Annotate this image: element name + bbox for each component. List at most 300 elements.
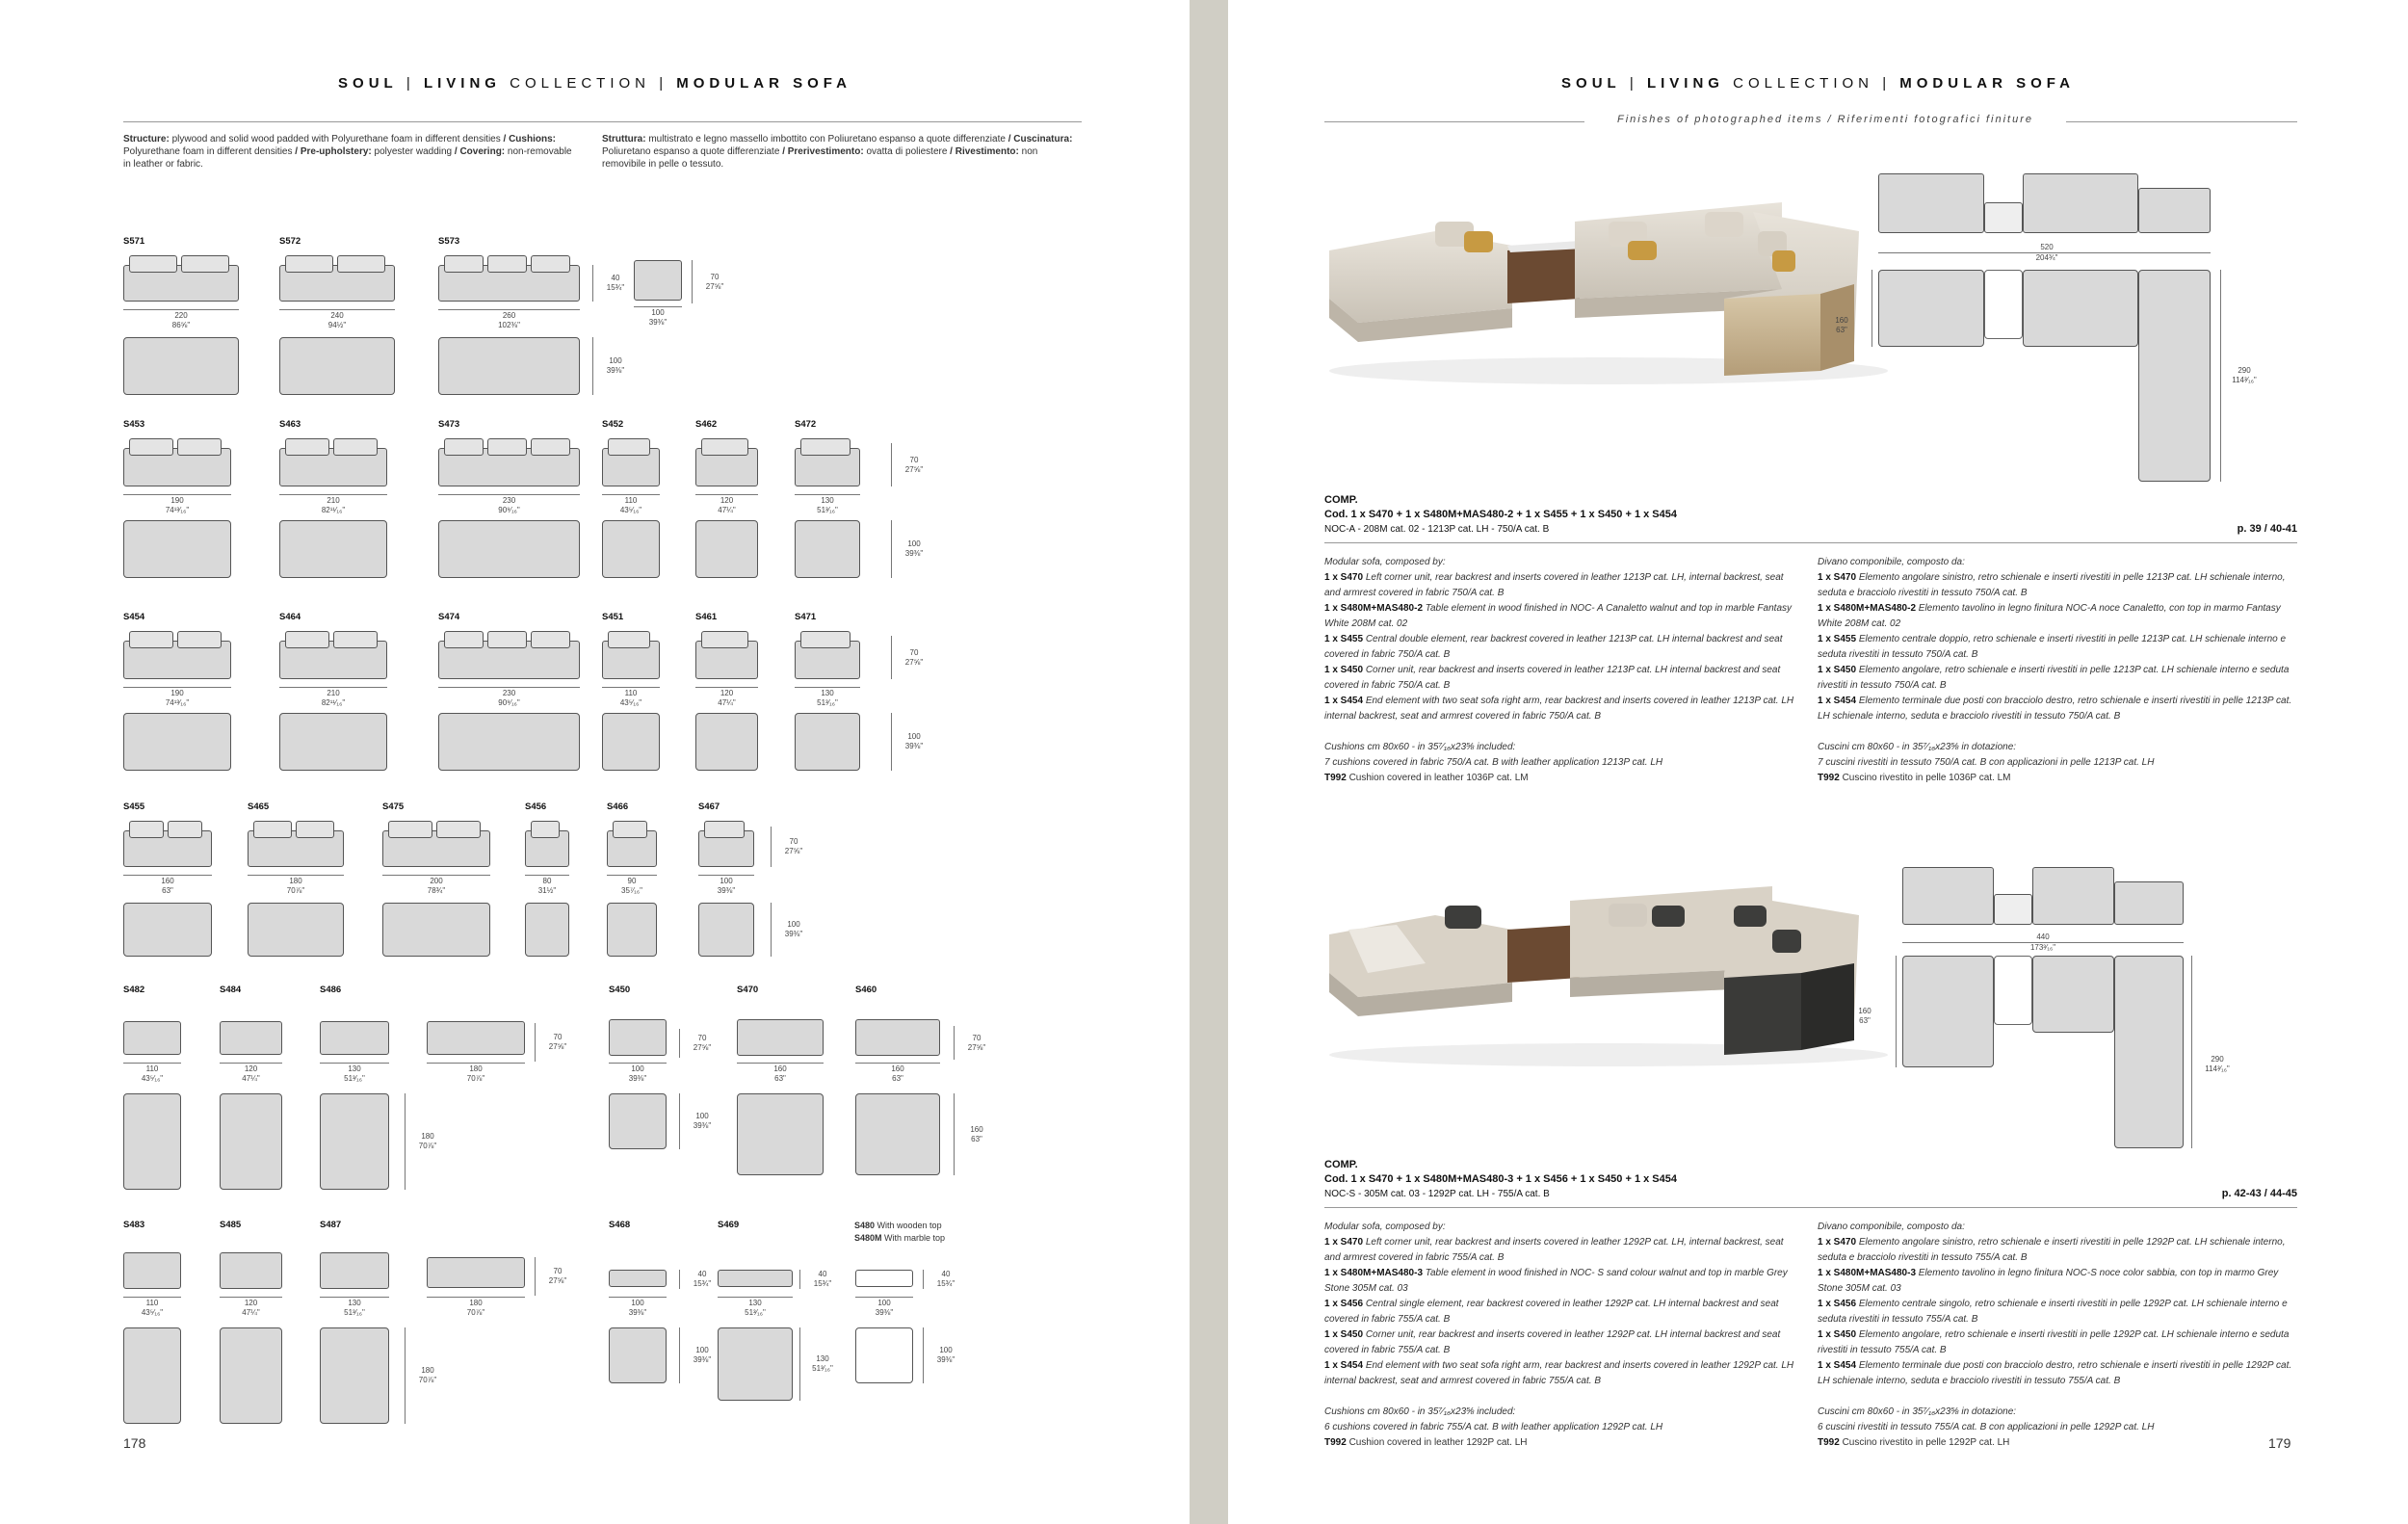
table-front [855, 1270, 913, 1287]
module-plan [320, 1327, 389, 1424]
item-code: 1 x S456 [1324, 1299, 1364, 1309]
height-dim: 40 [818, 1270, 827, 1278]
module-cushion [444, 631, 484, 648]
module-plan [609, 1093, 667, 1149]
module-front [123, 1252, 181, 1289]
desc-item [1818, 1358, 2297, 1389]
width-cm: 260 [502, 311, 516, 320]
comp2-desc-it [1818, 1220, 2297, 1451]
module-plan [695, 520, 758, 578]
module-code: S461 [695, 612, 718, 622]
structure-it: Struttura: multistrato e legno massello imbottito con Poliuretano espanso a quote differenziate / Cuscinatura: Poliuretano espanso a quote differenziate / Prerivestimento: ovatta di poliestere / Rivestimento: non removibile in pelle o tessuto. [602, 134, 1073, 170]
width-line [695, 494, 758, 495]
module-code: S487 [320, 1220, 342, 1230]
chaise-front [427, 1021, 525, 1055]
desc-item [1818, 601, 2297, 632]
comp1-depth: 290 114³⁄₁₆" [2232, 366, 2257, 384]
module-code: S451 [602, 612, 624, 622]
comp2-title: COMP. Cod. 1 x S470 + 1 x S480M+MAS480-3 + 1 x S456 + 1 x S450 + 1 x S454 NOC-S - 305M cat. 03 - 1292P cat. LH - 755/A cat. B [1324, 1159, 1677, 1199]
item-code: 1 x S450 [1324, 665, 1364, 675]
item-text: Table element in wood finished in NOC- A Canaletto walnut and top in marble Fantasy White 208M cat. 02 [1324, 603, 1793, 629]
width-cm: 230 [502, 689, 516, 697]
width-line [438, 309, 580, 310]
item-code: 1 x S480M+MAS480-3 [1324, 1268, 1424, 1278]
width-line [248, 875, 344, 876]
width-line [279, 494, 387, 495]
module-plan [123, 1093, 181, 1190]
module-cushion [531, 821, 560, 838]
item-text: Left corner unit, rear backrest and inserts covered in leather 1292P cat. LH, internal backrest, seat and armrest covered in fabric 755/A cat. B [1324, 1237, 1784, 1263]
item-text: End element with two seat sofa right arm, rear backrest and inserts covered in leather 1292P cat. LH internal backrest, seat and armrest covered in fabric 755/A cat. B [1324, 1360, 1794, 1386]
width-line [609, 1297, 667, 1298]
width-in: 39⅜" [717, 886, 736, 895]
width-in: 39⅜" [628, 1074, 647, 1083]
desc-item [1818, 694, 2297, 724]
depth-dim: 180 [421, 1132, 434, 1141]
item-code: 1 x S454 [1324, 696, 1364, 706]
width-in: 70⅞" [286, 886, 305, 895]
module-code: S465 [248, 801, 270, 812]
dim-vline [679, 1093, 680, 1149]
module-code: S460 [855, 985, 877, 995]
item-code: 1 x S470 [1818, 572, 1857, 583]
width-cm: 190 [170, 496, 184, 505]
module-plan [123, 337, 239, 395]
t992-text: Cushion covered in leather 1292P cat. LH [1346, 1437, 1528, 1448]
item-text: Corner unit, rear backrest and inserts covered in leather 1213P cat. LH internal backrest and seat covered in fabric 750/A cat. B [1324, 665, 1781, 691]
item-text: Elemento tavolino in legno finitura NOC-S noce color sabbia, con top in marmo Grey Stone 305M cat. 03 [1818, 1268, 2279, 1294]
cushions-line: 6 cuscini rivestiti in tessuto 755/A cat. B con applicazioni in pelle 1292P cat. LH [1818, 1422, 2155, 1432]
width-line [427, 1297, 525, 1298]
item-code: 1 x S480M+MAS480-2 [1324, 603, 1424, 614]
depth-dim-in: 39⅜" [904, 549, 924, 558]
depth-dim: 100 [609, 356, 622, 365]
height-dim: 70 [789, 837, 798, 846]
comp2-height: 160 63" [1858, 1007, 1871, 1025]
width-in: 82¹¹⁄₁₆" [321, 698, 346, 707]
width-in: 74¹³⁄₁₆" [165, 698, 190, 707]
module-plan [698, 903, 754, 957]
width-cm: 130 [348, 1064, 361, 1073]
item-code: 1 x S470 [1324, 572, 1364, 583]
width-line [795, 494, 860, 495]
width-line [123, 687, 231, 688]
depth-dim: 100 [939, 1346, 953, 1354]
module-code: S468 [609, 1220, 631, 1230]
module-cushion [388, 821, 432, 838]
module-plan [382, 903, 490, 957]
width-in: 47¼" [242, 1308, 260, 1317]
module-cushion [487, 255, 527, 273]
item-text: Table element in wood finished in NOC- S sand colour walnut and top in marble Grey Stone 305M cat. 03 [1324, 1268, 1788, 1294]
module-cushion [531, 255, 570, 273]
desc-item [1818, 570, 2297, 601]
width-line [320, 1297, 389, 1298]
module-plan [248, 903, 344, 957]
desc-intro: Modular sofa, composed by: [1324, 557, 1446, 567]
module-front [123, 1021, 181, 1055]
table-front [609, 1270, 667, 1287]
height-dim: 40 [697, 1270, 707, 1278]
dim-vline [891, 443, 892, 486]
module-code: S469 [718, 1220, 740, 1230]
width-cm: 110 [624, 689, 638, 697]
module-plan [795, 520, 860, 578]
module-code: S484 [220, 985, 242, 995]
dim-vline [923, 1270, 924, 1289]
module-cushion [177, 631, 222, 648]
width-in: 31½" [537, 886, 557, 895]
desc-item [1324, 570, 1796, 601]
width-in: 47¼" [242, 1074, 260, 1083]
width-line [438, 687, 580, 688]
width-in: 43⁵⁄₁₆" [141, 1074, 164, 1083]
module-code: S467 [698, 801, 720, 812]
height-dim: 70 [553, 1033, 563, 1041]
module-front [855, 1019, 940, 1056]
width-in: 39⅜" [875, 1308, 894, 1317]
width-in: 90⁹⁄₁₆" [498, 506, 520, 514]
cushions-line: 7 cushions covered in fabric 750/A cat. B with leather application 1213P cat. LH [1324, 757, 1663, 768]
width-line [607, 875, 657, 876]
width-cm: 100 [631, 1064, 644, 1073]
item-code: 1 x S454 [1818, 1360, 1857, 1371]
item-text: Elemento centrale doppio, retro schienale e inserti rivestiti in pelle 1213P cat. LH schienale interno e seduta rivestiti in tessuto 750/A cat. B [1818, 634, 2287, 660]
module-cushion [531, 438, 570, 456]
desc-item [1818, 1297, 2297, 1327]
t992-text: Cuscino rivestito in pelle 1292P cat. LH [1839, 1437, 2010, 1448]
module-cushion [129, 821, 164, 838]
module-code: S485 [220, 1220, 242, 1230]
module-plan [220, 1327, 282, 1424]
width-cm: 160 [161, 877, 174, 885]
module-plan [607, 903, 657, 957]
width-line [123, 1063, 181, 1064]
dim-vline [954, 1093, 955, 1175]
page-header-left: SOUL | LIVING COLLECTION | MODULAR SOFA [338, 75, 851, 92]
item-text: Elemento terminale due posti con bracciolo destro, retro schienale e inserti rivestiti in pelle 1213P cat. LH schienale interno, seduta e bracciolo rivestiti in tessuto 750/A cat. B [1818, 696, 2292, 722]
module-cushion [487, 631, 527, 648]
item-code: 1 x S480M+MAS480-2 [1818, 603, 1917, 614]
width-in: 51³⁄₁₆" [817, 506, 838, 514]
desc-intro: Divano componibile, composto da: [1818, 1222, 1965, 1232]
depth-dim: 160 [970, 1124, 983, 1134]
module-plan [695, 713, 758, 771]
comp1-title: COMP. Cod. 1 x S470 + 1 x S480M+MAS480-2 + 1 x S455 + 1 x S450 + 1 x S454 NOC-A - 208M cat. 02 - 1213P cat. LH - 750/A cat. B [1324, 494, 1677, 535]
module-front [737, 1019, 824, 1056]
cushions-line: 7 cuscini rivestiti in tessuto 750/A cat. B con applicazioni in pelle 1213P cat. LH [1818, 757, 2155, 768]
height-dim: 70 [553, 1267, 563, 1275]
height-dim-in: 27⅝" [904, 657, 924, 667]
item-text: Central double element, rear backrest covered in leather 1213P cat. LH internal backrest and seat covered in fabric 750/A cat. B [1324, 634, 1783, 660]
height-dim: 70 [710, 272, 720, 281]
width-in: 43⁵⁄₁₆" [619, 506, 642, 514]
height-dim: 70 [697, 1034, 707, 1042]
width-cm: 160 [773, 1064, 787, 1073]
width-cm: 120 [244, 1299, 258, 1307]
width-line [320, 1063, 389, 1064]
width-line [609, 1063, 667, 1064]
width-cm: 130 [348, 1299, 361, 1307]
width-line [382, 875, 490, 876]
t992-code: T992 [1324, 1437, 1347, 1448]
module-plan [279, 337, 395, 395]
module-code: S474 [438, 612, 460, 622]
comp2-width-in: 173³⁄₁₆" [2029, 943, 2056, 952]
module-plan [525, 903, 569, 957]
module-code: S472 [795, 419, 817, 430]
width-cm: 180 [289, 877, 302, 885]
module-cushion [487, 438, 527, 456]
width-line [123, 494, 231, 495]
module-code: S466 [607, 801, 629, 812]
module-code: S470 [737, 985, 759, 995]
dim-vline [679, 1327, 680, 1383]
finishes-rule-right [2066, 121, 2297, 122]
module-cushion [531, 631, 570, 648]
dim-vline [535, 1023, 536, 1062]
height-dim-in: 27⅝" [784, 847, 803, 855]
module-cushion [285, 438, 329, 456]
module-cushion [704, 821, 745, 838]
width-in: 47¼" [718, 506, 736, 514]
right-page [1228, 0, 2408, 1524]
depth-dim: 130 [816, 1354, 829, 1363]
width-line [220, 1063, 282, 1064]
comp1-width: 520 [2040, 243, 2054, 251]
module-cushion [333, 438, 378, 456]
width-cm: 220 [174, 311, 188, 320]
module-front [220, 1021, 282, 1055]
width-in: 74¹³⁄₁₆" [165, 506, 190, 514]
depth-dim: 100 [787, 920, 800, 929]
width-cm: 200 [430, 877, 443, 885]
width-in: 51³⁄₁₆" [745, 1308, 766, 1317]
item-text: Elemento terminale due posti con bracciolo destro, retro schienale e inserti rivestiti in pelle 1292P cat. LH schienale interno, seduta e bracciolo rivestiti in tessuto 755/A cat. B [1818, 1360, 2292, 1386]
width-line [634, 306, 682, 307]
t992-line [1324, 1435, 1796, 1451]
width-cm: 120 [244, 1064, 258, 1073]
desc-item [1818, 663, 2297, 694]
desc-item [1324, 694, 1796, 724]
left-page [0, 0, 1190, 1524]
module-code: S482 [123, 985, 145, 995]
width-in: 43⁵⁄₁₆" [619, 698, 642, 707]
table-plan [855, 1327, 913, 1383]
item-code: 1 x S470 [1818, 1237, 1857, 1248]
finishes-rule-left [1324, 121, 1584, 122]
height-dim-in: 27⅝" [904, 464, 924, 474]
height-dim-in: 15¾" [813, 1279, 832, 1288]
module-cushion [337, 255, 385, 273]
module-plan [737, 1093, 824, 1175]
width-line [855, 1063, 940, 1064]
t992-text: Cuscino rivestito in pelle 1036P cat. LM [1839, 773, 2011, 783]
page-gutter [1190, 0, 1228, 1524]
width-line [427, 1063, 525, 1064]
module-front [220, 1252, 282, 1289]
depth-dim: 100 [907, 732, 921, 741]
module-plan [795, 713, 860, 771]
width-cm: 110 [145, 1299, 159, 1307]
desc-item [1324, 632, 1796, 663]
module-code: S463 [279, 419, 301, 430]
height-dim-in: 27⅝" [548, 1276, 567, 1285]
height-dim-in: 27⅝" [705, 281, 724, 291]
module-code: S471 [795, 612, 817, 622]
header-rule [123, 121, 1082, 122]
desc-item [1324, 1358, 1796, 1389]
desc-item [1818, 632, 2297, 663]
module-code: S462 [695, 419, 718, 430]
module-cushion [168, 821, 202, 838]
width-cm: 110 [624, 496, 638, 505]
module-code: S455 [123, 801, 145, 812]
structure-en: Structure: plywood and solid wood padded with Polyurethane foam in different densities / Cushions: Polyurethane foam in different densities / Pre-upholstery: polyester wadding / Covering: non-removable in leather or fabric. [123, 134, 572, 170]
module-plan [220, 1093, 282, 1190]
module-code: S450 [609, 985, 631, 995]
module-cushion [177, 438, 222, 456]
width-cm: 100 [651, 308, 665, 317]
module-cushion [333, 631, 378, 648]
width-cm: 110 [145, 1064, 159, 1073]
module-cushion [181, 255, 229, 273]
module-cushion [444, 255, 484, 273]
width-cm: 130 [821, 689, 834, 697]
dim-vline [771, 903, 772, 957]
height-dim-in: 27⅝" [693, 1043, 712, 1052]
module-code: S453 [123, 419, 145, 430]
width-cm: 90 [627, 877, 637, 885]
comp1-photo [1320, 193, 1898, 395]
module-cushion [129, 438, 173, 456]
dim-vline [405, 1327, 406, 1424]
depth-dim-in: 39⅜" [606, 366, 625, 375]
item-code: 1 x S456 [1818, 1299, 1857, 1309]
module-code: S475 [382, 801, 405, 812]
desc-item [1324, 1235, 1796, 1266]
width-in: 35⁷⁄₁₆" [621, 886, 642, 895]
module-cushion [444, 438, 484, 456]
module-plan [438, 520, 580, 578]
width-in: 86⅝" [171, 321, 191, 329]
module-code: S473 [438, 419, 460, 430]
dim-vline [592, 265, 593, 302]
module-code: S486 [320, 985, 342, 995]
width-line [279, 687, 387, 688]
item-code: 1 x S454 [1324, 1360, 1364, 1371]
comp1-pages: p. 39 / 40-41 [2237, 523, 2297, 535]
height-dim: 40 [941, 1270, 951, 1278]
dim-vline [771, 827, 772, 867]
item-text: Elemento centrale singolo, retro schienale e inserti rivestiti in pelle 1292P cat. LH schienale interno e seduta rivestiti in tessuto 755/A cat. B [1818, 1299, 2288, 1325]
item-code: 1 x S450 [1818, 665, 1857, 675]
height-dim-in: 15¾" [606, 283, 625, 292]
width-cm: 100 [720, 877, 733, 885]
height-dim-in: 15¾" [936, 1279, 955, 1288]
dim-vline [679, 1029, 680, 1058]
depth-dim-in: 39⅜" [904, 742, 924, 750]
width-line [123, 309, 239, 310]
desc-item [1324, 1327, 1796, 1358]
depth-dim-in: 63" [971, 1134, 982, 1143]
t992-code: T992 [1818, 773, 1840, 783]
dim-vline [535, 1257, 536, 1296]
module-code: S456 [525, 801, 547, 812]
t992-text: Cushion covered in leather 1036P cat. LM [1346, 773, 1529, 783]
width-cm: 130 [748, 1299, 762, 1307]
cushions-line: Cushions cm 80x60 - in 35⁷⁄₁₆x23⅝ included: [1324, 742, 1516, 752]
width-line [123, 875, 212, 876]
finishes-caption: Finishes of photographed items / Riferimenti fotografici finiture [1616, 114, 2034, 125]
comp1-width-in: 204¾" [2035, 253, 2058, 262]
comp2-desc-en [1324, 1220, 1796, 1451]
module-front [609, 1019, 667, 1056]
width-cm: 210 [327, 496, 340, 505]
item-text: Elemento angolare sinistro, retro schienale e inserti rivestiti in pelle 1292P cat. LH schienale interno, seduta e bracciolo rivestiti in tessuto 755/A cat. B [1818, 1237, 2286, 1263]
depth-dim: 100 [695, 1346, 709, 1354]
width-in: 43⁵⁄₁₆" [141, 1308, 164, 1317]
height-dim: 70 [909, 455, 919, 464]
depth-dim-in: 39⅜" [936, 1355, 955, 1364]
dim-vline [692, 260, 693, 303]
width-line [602, 687, 660, 688]
item-text: Elemento angolare, retro schienale e inserti rivestiti in pelle 1292P cat. LH schienale interno e seduta rivestiti in tessuto 755/A cat. B [1818, 1329, 2290, 1355]
width-cm: 230 [502, 496, 516, 505]
width-cm: 180 [469, 1299, 483, 1307]
desc-item [1324, 1297, 1796, 1327]
module-code: S452 [602, 419, 624, 430]
module-code: S464 [279, 612, 301, 622]
module-plan [438, 337, 580, 395]
module-plan [602, 713, 660, 771]
module-cushion [701, 438, 748, 456]
module-cushion [253, 821, 292, 838]
module-plan [123, 520, 231, 578]
desc-intro: Modular sofa, composed by: [1324, 1222, 1446, 1232]
width-in: 70⅞" [466, 1308, 485, 1317]
dim-vline [405, 1093, 406, 1190]
width-line [220, 1297, 282, 1298]
module-cushion [608, 438, 650, 456]
item-code: 1 x S455 [1324, 634, 1364, 644]
item-text: End element with two seat sofa right arm, rear backrest and inserts covered in leather 1213P cat. LH internal backrest, seat and armrest covered in fabric 750/A cat. B [1324, 696, 1794, 722]
module-plan [438, 713, 580, 771]
comp1-desc-en [1324, 555, 1796, 786]
width-in: 78¾" [427, 886, 446, 895]
t992-code: T992 [1324, 773, 1347, 783]
depth-dim-in: 39⅜" [693, 1121, 712, 1130]
item-code: 1 x S450 [1324, 1329, 1364, 1340]
t992-code: T992 [1818, 1437, 1840, 1448]
module-front [320, 1021, 389, 1055]
width-in: 70⅞" [466, 1074, 485, 1083]
width-in: 63" [774, 1074, 786, 1083]
module-front [320, 1252, 389, 1289]
module-cushion [701, 631, 748, 648]
table-plan [718, 1327, 793, 1401]
width-in: 102⅜" [498, 321, 520, 329]
height-dim: 70 [972, 1033, 982, 1042]
item-text: Central single element, rear backrest covered in leather 1292P cat. LH internal backrest and seat covered in fabric 755/A cat. B [1324, 1299, 1779, 1325]
depth-dim-in: 39⅜" [693, 1355, 712, 1364]
comp1-desc-it [1818, 555, 2297, 786]
desc-item [1324, 601, 1796, 632]
depth-dim: 100 [695, 1112, 709, 1120]
width-cm: 100 [877, 1299, 891, 1307]
module-plan [279, 713, 387, 771]
height-dim-in: 27⅝" [548, 1042, 567, 1051]
